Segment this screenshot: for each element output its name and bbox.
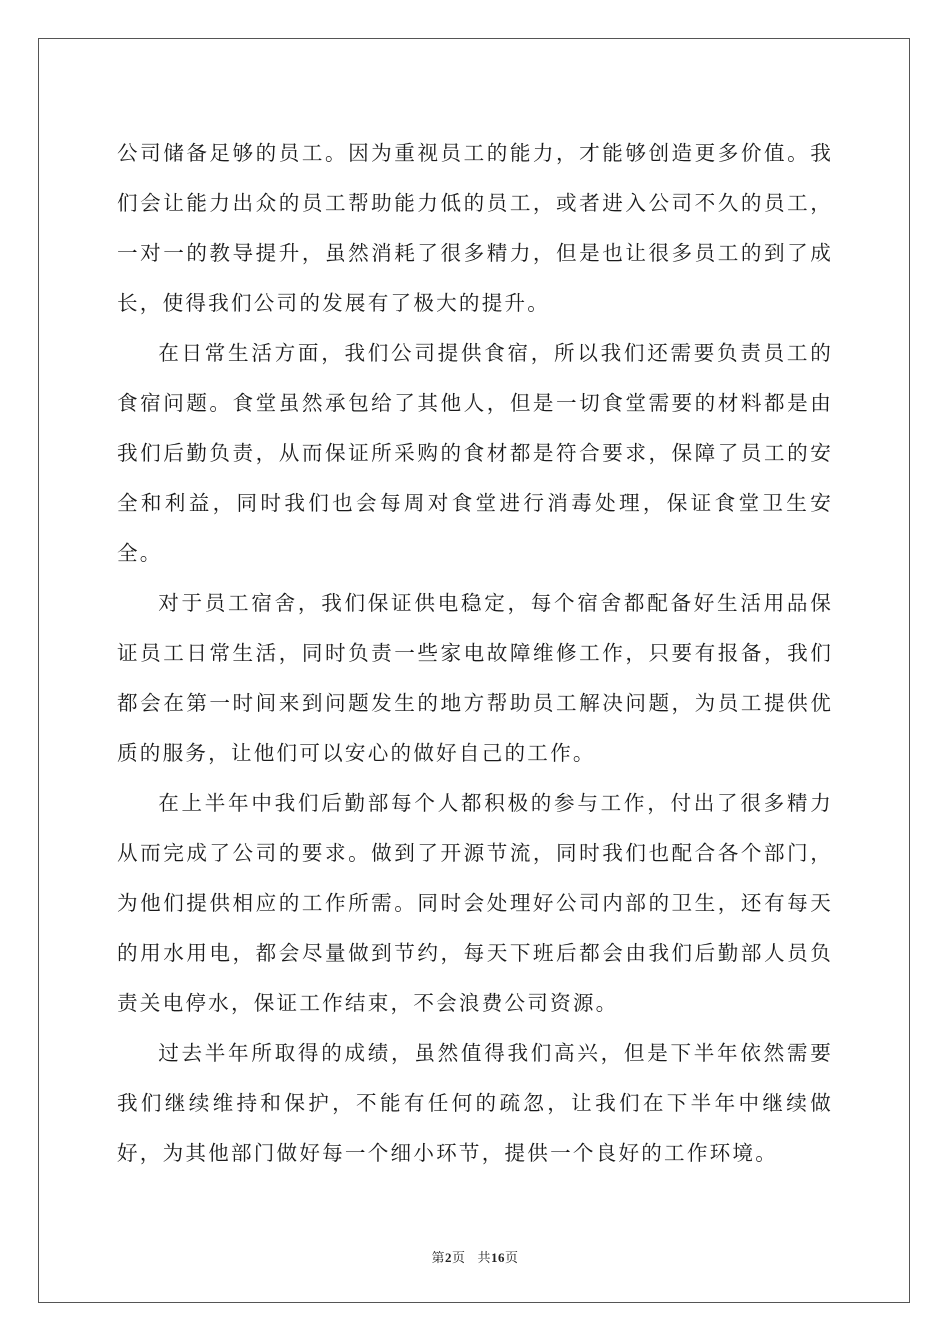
total-label-suffix: 页	[505, 1251, 519, 1266]
paragraph-1: 公司储备足够的员工。因为重视员工的能力，才能够创造更多价值。我们会让能力出众的员工帮助能力低的员工，或者进入公司不久的员工，一对一的教导提升，虽然消耗了很多精力，但是也让很多员工的到了成长，使得我们公司的发展有了极大的提升。	[117, 141, 833, 315]
document-body	[117, 128, 833, 1178]
paragraph-2: 在日常生活方面，我们公司提供食宿，所以我们还需要负责员工的食宿问题。食堂虽然承包给了其他人，但是一切食堂需要的材料都是由我们后勤负责，从而保证所采购的食材都是符合要求，保障了员工的安全和利益，同时我们也会每周对食堂进行消毒处理，保证食堂卫生安全。	[117, 341, 833, 565]
total-pages: 16	[491, 1250, 506, 1265]
paragraph-4: 在上半年中我们后勤部每个人都积极的参与工作，付出了很多精力从而完成了公司的要求。做到了开源节流，同时我们也配合各个部门，为他们提供相应的工作所需。同时会处理好公司内部的卫生，还有每天的用水用电，都会尽量做到节约，每天下班后都会由我们后勤部人员负责关电停水，保证工作结束，不会浪费公司资源。	[117, 791, 833, 1015]
page-label-suffix: 页	[451, 1251, 466, 1266]
paragraph-5: 过去半年所取得的成绩，虽然值得我们高兴，但是下半年依然需要我们继续维持和保护，不能有任何的疏忽，让我们在下半年中继续做好，为其他部门做好每一个细小环节，提供一个良好的工作环境。	[117, 1041, 833, 1165]
paragraph-3: 对于员工宿舍，我们保证供电稳定，每个宿舍都配备好生活用品保证员工日常生活，同时负责一些家电故障维修工作，只要有报备，我们都会在第一时间来到问题发生的地方帮助员工解决问题，为员工提供优质的服务，让他们可以安心的做好自己的工作。	[117, 591, 833, 765]
page-footer	[0, 1247, 950, 1266]
total-label-prefix: 共	[477, 1251, 492, 1266]
page-number: 2	[444, 1250, 452, 1265]
page-label-prefix: 第	[431, 1251, 445, 1266]
